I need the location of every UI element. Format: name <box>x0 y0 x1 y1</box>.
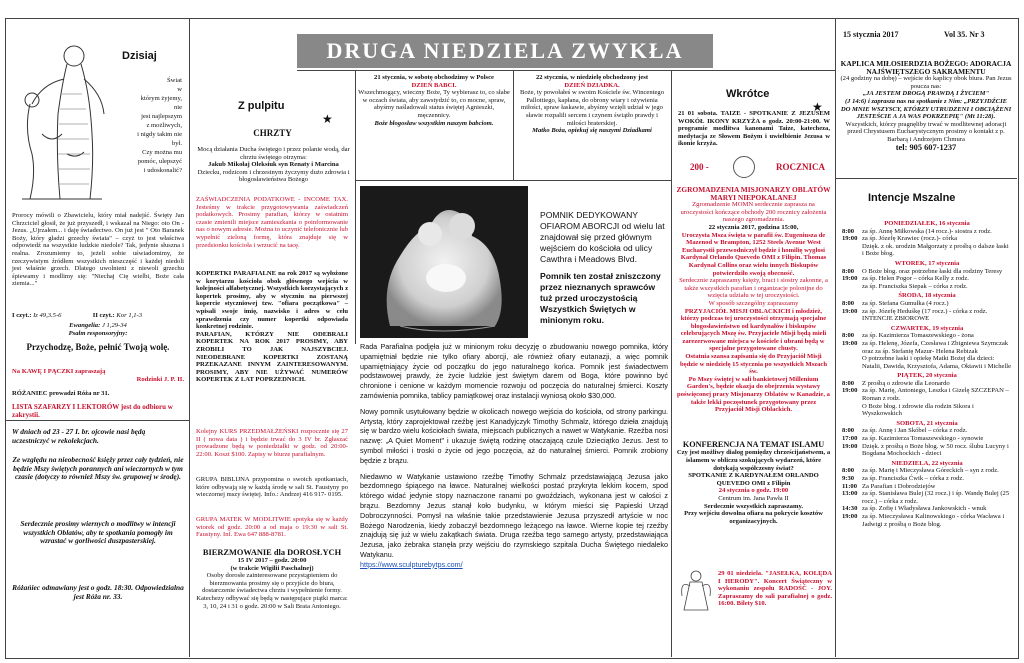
mass-intention <box>842 355 1012 370</box>
mass-time: 17:00 <box>842 435 858 443</box>
mass-day-heading: ŚRODA, 18 stycznia <box>898 292 956 300</box>
divider <box>5 420 189 421</box>
rozaniec-notice: RÓŻANIEC prowadzi Róża nr 31. <box>12 390 110 397</box>
mass-intention-text: za śp. Kazimierza Tomaszewskiego - żona <box>862 332 974 340</box>
mass-intention-text: Za Parafian i Dobrodziejów <box>862 482 936 490</box>
mass-intention <box>842 490 1012 505</box>
mass-intention-text: za śp. Kazimierza Tomaszewskiego - synowie <box>862 435 984 443</box>
mass-intention <box>842 275 1012 283</box>
sculpture-link[interactable]: https://www.sculpturebytps.com/ <box>360 559 463 569</box>
mass-intention <box>842 380 1012 388</box>
taize-notice: 21 01 sobota. TAIZE - SPOTKANIE Z JEZUSEM WOKÓŁ IKONY KRZYŻA o godz. 20:00-21:00. W programie modlitwa kanonami Taize, katecheza, medytacja ze Słowem Bożym i uwielbienie Jezusa w ikonie krzyża. <box>678 110 830 148</box>
rocznica-left: 200 - <box>690 162 709 172</box>
divider <box>513 70 514 180</box>
rocznica-right: ROCZNICA <box>776 162 826 172</box>
mass-intention-text: INTENCJE ZBIOROWE <box>862 315 930 323</box>
oblates-emblem-icon <box>733 156 755 178</box>
monument-body: Rada Parafialna podjęła już w minionym roku decyzję o zbudowaniu nowego pomnika, który upamiętniał będzie nie tylko ofiary aborcji, ale również ofiary eutanazji, a więc pomnik upamiętniający życie od początku do jego naturalnego końca. Pomnik jest świadectwem podstawowej prawdy, że życie ludzkie jest świętym darem od Boga, które powinno być chronione i cenione w każdym momencie rozwoju od poczęcia do naturalnej śmierci. Koszty zamówienia pomnika, tablicy pamiątkowej oraz instalacji wyniosą około $30,000. Nowy pomnik usytułowany będzie w okolicach nowego wejścia do kościoła, od strony parkingu. Artystą, który zaprojektował rzeźbę jest Kanadyjczyk Timothy Schmalz, którego dzieła znajdują się w bardzo wielu kościołach świata, miejscach publicznych a nawet w Watykanie. Rzeźba nosi nazwę: „A Quiet Moment" i ukazuje świętą rodzinę otaczającą czule Dzieciątko Jezus. Jest to symbol miłości i troski o życie od jego poczęcia, aż do naturalnej śmierci. Pomnik zrobiony będzie z brązu. Niedawno w Watykanie ustawiono rzeźbę Timothy Schmalz przedstawiającą Jezusa jako bezdomnego śpiącego na ławce. Naturalnej wielkości postać przykryta lekkim kocem, spod którego widać jedynie stopy naznaczone ranami po gwoździach, wykonana jest w całości z brązu. Bezdomny Jezus stanął koło budynku, w którym mieści się Papieski Urząd Dobroczynności. Pomysł na właśnie takie przedstawienie Jezusa przyszedł artyście w noc Bożego Narodzenia, kiedy zobaczył bezdomnego leżącego na ławce. Wierne kopie tej rzeźby znajdują się już w wielu zakątkach świata. Druga rzeźba tego samego artysty, przedstawiająca Jezusa, jako żebraka stanęła przy wejściu do rzymskiego szpitala Ducha Świętego niedaleko Watykanu. https://www.sculpturebytps.com/ <box>360 342 668 569</box>
dzisiaj-poem: Świat w którym żyjemy, nie jest najlepszym z możliwych, i nigdy takim nie był. Czy można mu pomóc, ulepszyć i udoskonalić? <box>137 77 182 174</box>
mass-time <box>842 315 862 323</box>
mass-time: 19:00 <box>842 307 858 315</box>
mass-intention-text: za śp. Helenę, Józefa, Czesława i Zbigniewa Szymczak oraz za śp. Stefanię Mazur- Helena Rebizak <box>862 339 1009 355</box>
mass-time <box>842 403 862 418</box>
dzisiaj-heading: Dzisiaj <box>122 50 157 62</box>
mass-intention <box>842 315 1012 323</box>
mass-time: 19:00 <box>842 275 858 283</box>
gospel: Ewangelia: J 1,29-34 <box>69 322 127 329</box>
holy-family-sculpture-image <box>360 186 528 338</box>
divider <box>297 70 835 71</box>
divider <box>189 18 190 657</box>
divider <box>671 70 672 657</box>
mass-day-heading: PONIEDZIAŁEK, 16 stycznia <box>884 220 970 227</box>
readings: I czyt.: Iz 49,3.5-6 II czyt.: Kor 1,1-3 <box>12 312 143 319</box>
divider <box>355 70 356 344</box>
mass-day-heading: SOBOTA, 21 stycznia <box>896 419 958 427</box>
mass-intention-text: za śp. Annę Miłkowska (14 rocz.)- siostra z rodz. <box>862 227 992 235</box>
mass-intention <box>842 403 1012 418</box>
mass-time: 8:00 <box>842 299 855 307</box>
mass-intention-text: O potrzebne łaski i opiekę Matki Bożej dla dzieci: Natalii, Dawida, Krzysztofa, Adama, Oktawii i Michelle <box>862 355 1012 370</box>
matek-notice: GRUPA MATEK W MODLITWIE spotyka się w każdy wtorek od godz. 20:00 a od maja o 19:30 w sali St. Faustyny. Inf. Ewa 647 888-8781. <box>196 516 348 539</box>
mass-day-heading: CZWARTEK, 19 stycznia <box>890 324 964 332</box>
mass-intention <box>842 283 1012 291</box>
mass-time: 8:00 <box>842 267 855 275</box>
issue-volume: Vol 35. Nr 3 <box>944 30 985 39</box>
mass-intention <box>842 243 1012 258</box>
mass-time: 14:30 <box>842 505 858 513</box>
mass-intention-text: za śp. Stefana Gumułka (4 rocz.) <box>862 299 949 307</box>
star-icon: ★ <box>322 112 333 126</box>
masses-note: Ze względu na nieobecność księży przez cały tydzień, nie będzie Mszy świętych porannych ani wieczornych w tym czasie (dotyczy to również Mszy św. grupowej w środę). <box>12 455 184 482</box>
divider <box>355 180 671 181</box>
mass-intention-text: O Boże błog. oraz potrzebne łaski dla rodziny Teresy <box>862 267 1003 275</box>
mass-intention <box>842 505 1012 513</box>
mass-time: 8:00 <box>842 467 855 475</box>
psalm-label: Psalm responsoryjny: <box>68 330 128 337</box>
mass-intention-text: za śp. Annę i Jan Skóbel – córka z rodz. <box>862 427 968 435</box>
jesus-figure-image <box>12 34 112 204</box>
kawe-notice: Na KAWĘ I PĄCZKI zapraszają Rodzinki J. P. II. <box>12 368 184 383</box>
kurs-notice: Kolejny KURS PRZEDMAŁŻEŃSKI rozpocznie się 27 II ( nowa data ) i będzie trwać do 3 IV br. Zgłaszać prowadzone będą w poniedziałki w godz. od 20:00-22:00. Koszt $100. Zapisy w biurze parafialnym. <box>196 428 348 458</box>
jaselka-notice: 29 01 niedziela. "JASEŁKA, KOLĘDA I HERODY". Koncert Świąteczny w wykonaniu zespołu RADOŚĆ - JOY. Zapraszamy do sali parafialnej o godz. 16:00. Bilety $10. <box>718 570 832 608</box>
mass-intention-text: za śp. Marię i Mieczysława Góreckich – syn z rodz. <box>862 467 999 475</box>
mass-intention-text: za śp. Stanisława Bulej (32 rocz.) i śp. Wandę Bulej (25 rocz.) – córka z rodz. <box>862 490 1010 505</box>
wkrotce-heading: Wkrótce <box>726 88 770 100</box>
divider <box>836 178 1017 179</box>
angel-drawing-icon <box>678 566 714 616</box>
mass-intention-text: za śp. Józefę Heduśkę (17 rocz.) - córka z rodz. <box>862 307 988 315</box>
mass-intention-text: Z prośbą o zdrowie dla Leonardo <box>862 379 950 387</box>
mass-time: 8:00 <box>842 332 855 340</box>
mass-time: 8:00 <box>842 427 855 435</box>
mass-intention <box>842 228 1012 236</box>
mass-intention <box>842 435 1012 443</box>
mass-intention <box>842 235 1012 243</box>
mass-time: 19:00 <box>842 235 858 243</box>
intencje-list <box>842 218 1012 528</box>
monument-text: POMNIK DEDYKOWANY OFIAROM ABORCJI od wielu lat znajdował się przed głównym wejściem do kościoła od ulicy Cawthra i Meadows Blvd. Pomnik ten został zniszczony przez nieznanych sprawców tuż przed uroczystością Wszystkich Świętych w minionym roku. <box>540 210 665 325</box>
mass-time <box>842 355 862 370</box>
mass-intention <box>842 483 1012 491</box>
koperty-notice: KOPERTKI PARAFIALNE na rok 2017 są wyłożone w korytarzu kościoła obok głównego wejścia w kolejności alfabetycznej. Wszystkich korzystających z kopertek prosimy, aby w styczniu na pierwszej kopercie styczniowej tzw. "ofiara początkowa" – wpisali swoje imię, nazwisko i adres w celu sprawdzenia czy numer kopertki odpowiada konkretnej rodzinie. PARAFIAN, KTÓRZY NIE ODEBRALI KOPERTEK NA ROK 2017 PROSIMY, ABY ZROBILI TO JAK NAJSZYBCIEJ. NIEODEBRANE KOPERTKI ZOSTANĄ PRZEKAZANE INNYM ZAINTERESOWANYM. PROSIMY, ABY NIE UŻYWAĆ NUMERÓW KOPERTEK Z LAT POPRZEDNICH. <box>196 270 348 384</box>
mass-time: 8:00 <box>842 379 855 387</box>
mass-intention <box>842 387 1012 402</box>
mass-intention <box>842 332 1012 340</box>
kaplica: KAPLICA MIŁOSIERDZIA BOŻEGO: ADORACJA NAJŚWIĘTSZEGO SAKRAMENTU (24 godziny na dobę) – wejście do kaplicy obok biura. Pan Jezus poucza nas: „JA JESTEM DROGĄ PRAWDĄ I ŻYCIEM" (J 14:6) i zaprasza nas na spotkanie z Nim: „PRZYJDŹCIE DO MNIE WSZYSCY, KTÓRZY UTRUDZENI I OBCIĄŻENI JESTEŚCIE A JA WAS POKRZEPIĘ" (Mt 11:28). Wszystkich, którzy pragnęliby trwać w modlitewnej adoracji przed Chrystusem Eucharystycznym prosimy o kontakt z p. Barbarą i Andrzejem Chmura tel: 905 607-1237 <box>840 59 1012 152</box>
mass-time: 11:00 <box>842 482 858 490</box>
mass-day-heading: PIĄTEK, 20 stycznia <box>897 372 957 380</box>
psalm: Przychodzę, Boże, pełnić Twoją wolę. <box>26 342 170 352</box>
dzien-babci: 21 stycznia, w sobotę obchodzimy w Polsce DZIEŃ BABCI. Wszechmogący, wieczny Boże, Ty wybierasz to, co słabe w oczach świata, aby zawstydzić to, co mocne, spraw, abyśmy naśladowali status świętej Agnieszki, męczennicy. Boże błogosław wszystkim naszym babciom. <box>358 74 510 127</box>
konferencja: KONFERENCJA NA TEMAT ISLAMU Czy jest możliwy dialog pomiędzy chrześcijaństwem, a islamem w obliczu szokujących wydarzeń, które dotykają współczesny świat? SPOTKANIE Z KARDYNAŁEM ORLANDO QUEVEDO OMI z Filipin 24 stycznia o godz. 19:00 Centrum im. Jana Pawła II Serdecznie wszystkich zapraszamy. Przy wejściu dowolna ofiara na pokrycie kosztów organizacyjnych. <box>676 440 831 525</box>
mass-intention <box>842 475 1012 483</box>
chrzty-heading: CHRZTY <box>253 128 292 138</box>
mass-intention <box>842 427 1012 435</box>
mass-intention-text: O Boże błog. i zdrowie dla rodzin Sikora i Wyszkowskich <box>862 402 974 418</box>
mass-intention-text: Dzięk. z ok. urodzin Małgorzaty z prośbą o dalsze łaski i Boże błog. <box>862 242 1009 258</box>
lista-notice: LISTA SZAFARZY I LEKTORÓW jest do odbioru w zakrystii. <box>12 403 173 419</box>
mass-day-heading: NIEDZIELA, 22 stycznia <box>891 459 963 467</box>
mass-intention <box>842 340 1012 355</box>
mass-intention-text: Dzięk. z prośbą o Boże błog. w 50 rocz. ślubu Lucyny i Bogdana Mochockich - dzieci <box>862 442 1009 458</box>
mass-time <box>842 283 862 291</box>
mass-intention-text: za śp. Helen Pogor – córka Kelly z rodz. <box>862 275 969 283</box>
thanks-note: Serdecznie prosimy wiernych o modlitwy w intencji wszystkich Oblatów, aby te spotkania pomogły im wzrastać w gorliwości duszpasterskiej. <box>20 519 176 546</box>
mass-intention-text: za śp. Zofię i Władysława Jankowskich - wnuk <box>862 505 987 513</box>
zgromadzenie-section: ZGROMADZENIA MISJONARZY OBLATÓW MARYI NIEPOKALANEJ Zgromadzenie MOMN serdecznie zaprasza na uroczystości kończące obchody 200 rocznicy założenia naszego zgromadzenia. 22 stycznia 2017, godzina 15:00, Uroczysta Msza święta w parafii św. Eugeniusza de Mazenod w Brampton, 1252 Steels Avenue West Eucharystii przewodniczył będzie i homilię wygłosi Kardynał Orlando Quevedo OMI z Filipin. Thomas Kardynał Collins oraz wielu innych Biskupów potwierdziło swoją obecność. Serdecznie zapraszamy księży, braci i siostry zakonne, a także wszystkich parafian i organizacje polonijne do wzięcia udziału w tej uroczystości. W sposób szczególny zapraszamy PRZYJACIÓŁ MISJI OBLACKICH i młodzież, którzy podczas tej uroczystości otrzymają specjalne błogosławieństwo od kardynałów i biskupów celebrujących Mszę św. Przyjaciele Misji będą mieli zarezerwowane miejsca w kościele i ubrani będą w specjalne przygotowane chusty. Ostatnia szansa zapisania się do Przyjaciół Misji będzie w niedzielę 15 stycznia po wszystkich Mszach św. Po Mszy świętej w sali bankietowej Millenium Garden's, będzie okazja do obejrzenia wystawy poświęconej pracy Misjonarzy Oblatów w Kanadzie, a także lekki poczęstunek przygotowany przez Przyjaciół Misji Oblackich. <box>676 185 831 414</box>
mass-intention-text: za śp. Franciszka Ćwik – córka z rodz. <box>862 475 964 482</box>
divider <box>835 18 836 657</box>
mass-time: 9:30 <box>842 475 855 482</box>
mass-intention <box>842 443 1012 458</box>
chrzty-text: Mocą działania Ducha świętego i przez polanie wodą, dar chrztu świętego otrzyma: Jakub Mikołaj Oleksiuk syn Renaty i Marcina Dziecku, rodzicom i chrzestnym życzymy dużo zdrowia i błogosławieństwa Bożego <box>197 146 350 184</box>
dzisiaj-body: Prorocy mówili o Zbawicielu, który miał nadejść. Święty Jan Chrzciciel głosił, że już przyszedł, i wskazał na Niego: oto On - Jezus. „Ujrzałem... i daję świadectwo. On już jest " Oto Baranek Boży, który gładzi grzechy świata" – czyż to jest właściwa odpowiedź na wszystkie ludzkie niedole? Tak, jedynie słuszna i realna. Zrozumiemy to, jeżeli sobie uświadomimy, że rzeczywistym źródłem wszystkich nieszczęść i każdej niedoli jest właśnie grzech. Dlatego uwolnieni z niewoli grzechu śpiewamy i modlimy się: "Niechaj Cię wielbi, Boże cała ziemia..." <box>12 212 184 288</box>
pulpit-heading: Z pulpitu <box>238 100 285 112</box>
mass-intention-text: za śp. Józefę Krawiec (rocz.)- córka <box>862 235 958 243</box>
mass-intention-text: za śp. Mieczysława Kalinowskiego - córka Wacława i Jadwigi z prośbą o Boże błog. <box>862 512 1005 528</box>
mass-intention <box>842 300 1012 308</box>
mass-intention <box>842 467 1012 475</box>
star-icon: ★ <box>812 100 823 114</box>
mass-time: 19:00 <box>842 339 858 347</box>
mass-time: 19:00 <box>842 387 858 395</box>
mass-intention <box>842 513 1012 528</box>
bierzmowanie: BIERZMOWANIE dla DOROSŁYCH 15 IV 2017 – godz. 20:00 (w trakcie Wigilii Paschalnej) Osoby dorosłe zainteresowane przystąpieniem do bierzmowania prosimy się o przyjście do biura, dostarczenie świadectwa chrztu i wypełnienie formy. Katechezy odbywać się będą w następujące piątki marca: 3, 10, 24 i 31 o godz. 20:00 w Sali Brata Antoniego. <box>196 548 348 610</box>
intencje-heading: Intencje Mszalne <box>868 192 956 204</box>
mass-time: 19:00 <box>842 512 858 520</box>
dzien-dziadka: 22 stycznia, w niedzielę obchodzony jest DZIEŃ DZIADKA. Boże, ty powołałeś w swoim Kościele św. Wincentego Pallottiego, kapłana, do obrony wiary i ożywienia miłości, spraw łaskawie, abyśmy wzięli udział w jego sławie rozpalili sercem i czynem świątło prawdy i miłości braterskiej. Matko Boża, opiekuj się naszymi Dziadkami <box>519 74 665 135</box>
mass-time: 13:00 <box>842 490 858 498</box>
mass-intention <box>842 308 1012 316</box>
rozaniec-note: Różańiec odmawiany jest o godz. 18:30. Odpowiedzialna jest Róża nr. 33. <box>12 583 184 601</box>
mass-time: 8:00 <box>842 227 855 235</box>
biblijna-notice: GRUPA BIBLIJNA przypomina o swoich spotkaniach, które odbywają się w każdą środę w sali St. Faustyny po wieczornej mszy świętej. Info.: Andrzej 416 917- 0195. <box>196 476 348 499</box>
page-title: DRUGA NIEDZIELA ZWYKŁA <box>297 34 713 68</box>
mass-intention-text: za śp. Marię, Antoniego, Leszka i Gizelę SZCZEPAN – Roman z rodz. <box>862 387 1009 403</box>
oblates-notice: W dniach od 23 - 27 I. br. ojcowie nasi będą uczestniczyć w rekolekcjach. <box>12 427 146 445</box>
mass-day-heading: WTOREK, 17 stycznia <box>894 259 960 267</box>
mass-intention <box>842 268 1012 276</box>
zaswiadczenia-notice: ZAŚWIADCZENIA PODATKOWE - INCOME TAX. Jesteśmy w trakcie przygotowywania zaświadczeń podatkowych. Prosimy parafian, którzy w ostatnim czasie zmienili miejsce zamieszkania o poinformowanie nas o nowym adresie. Można to uczynić telefonicznie lub wypełnić zieloną formę, która znajduje się w przedsionku kościoła i wrzucić na tacę. <box>196 196 348 249</box>
mass-intention-text: za śp. Franciszka Siepak – córka z rodz. <box>862 282 968 290</box>
issue-date: 15 stycznia 2017 <box>843 30 899 39</box>
mass-time: 19:00 <box>842 442 858 450</box>
mass-time <box>842 243 862 258</box>
